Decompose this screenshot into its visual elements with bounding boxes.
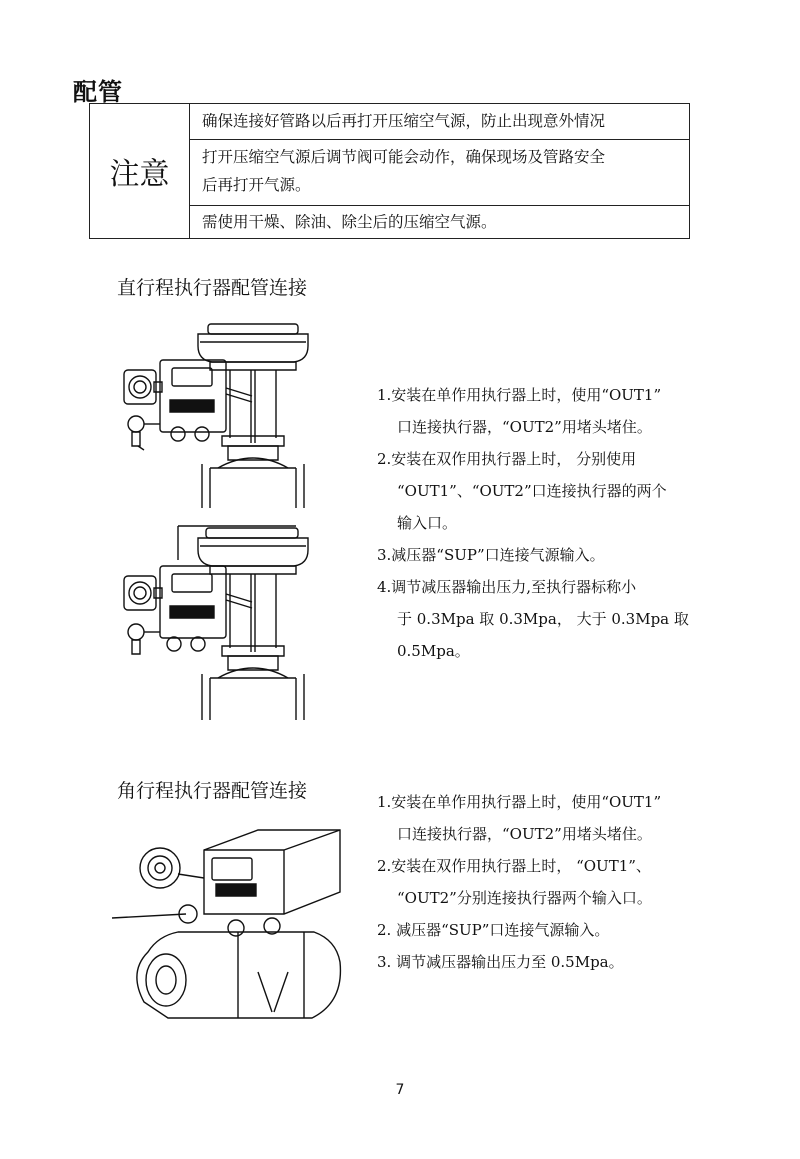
notice-row-1-text: 确保连接好管路以后再打开压缩空气源，防止出现意外情况 xyxy=(202,112,606,130)
r-step-3-line-1: 2. 减压器“SUP”口连接气源输入。 xyxy=(377,921,610,939)
notice-label: 注意 xyxy=(90,104,190,238)
step-1-line-2: 口连接执行器，“OUT2”用堵头堵住。 xyxy=(397,418,652,436)
r-step-1-line-2: 口连接执行器，“OUT2”用堵头堵住。 xyxy=(397,825,652,843)
step-1-line-1: 1.安装在单作用执行器上时，使用“OUT1” xyxy=(377,386,662,404)
linear-actuator-title: 直行程执行器配管连接 xyxy=(117,277,308,299)
r-step-1-line-1: 1.安装在单作用执行器上时，使用“OUT1” xyxy=(377,793,662,811)
linear-actuator-steps xyxy=(377,379,689,667)
notice-row-3 xyxy=(190,206,689,239)
page-number: 7 xyxy=(395,1082,405,1098)
notice-row-2-line-1: 打开压缩空气源后调节阀可能会动作，确保现场及管路安全 xyxy=(202,148,606,166)
step-2-line-1: 2.安装在双作用执行器上时， 分别使用 xyxy=(377,450,637,468)
step-4-line-3: 0.5Mpa。 xyxy=(397,642,470,660)
rotary-actuator-illustration xyxy=(108,822,348,1032)
rotary-actuator-steps xyxy=(377,786,661,978)
notice-row-2 xyxy=(190,140,689,206)
r-step-4-line-1: 3. 调节减压器输出压力至 0.5Mpa。 xyxy=(377,953,624,971)
rotary-actuator-title: 角行程执行器配管连接 xyxy=(117,780,308,802)
section-heading: 配管 xyxy=(73,78,123,106)
linear-actuator-single-illustration xyxy=(118,318,318,508)
step-2-line-2: “OUT1”、“OUT2”口连接执行器的两个 xyxy=(397,482,667,500)
notice-row-1 xyxy=(190,104,689,140)
notice-row-3-text: 需使用干燥、除油、除尘后的压缩空气源。 xyxy=(202,213,497,231)
linear-actuator-double-illustration xyxy=(118,520,318,720)
step-4-line-2: 于 0.3Mpa 取 0.3Mpa， 大于 0.3Mpa 取 xyxy=(397,610,689,628)
notice-table xyxy=(89,103,690,239)
step-4-line-1: 4.调节减压器输出压力,至执行器标称小 xyxy=(377,578,637,596)
notice-row-2-line-2: 后再打开气源。 xyxy=(202,176,311,194)
step-3-line-1: 3.减压器“SUP”口连接气源输入。 xyxy=(377,546,605,564)
r-step-2-line-2: “OUT2”分别连接执行器两个输入口。 xyxy=(397,889,652,907)
step-2-line-3: 输入口。 xyxy=(397,514,458,532)
r-step-2-line-1: 2.安装在双作用执行器上时， “OUT1”、 xyxy=(377,857,651,875)
